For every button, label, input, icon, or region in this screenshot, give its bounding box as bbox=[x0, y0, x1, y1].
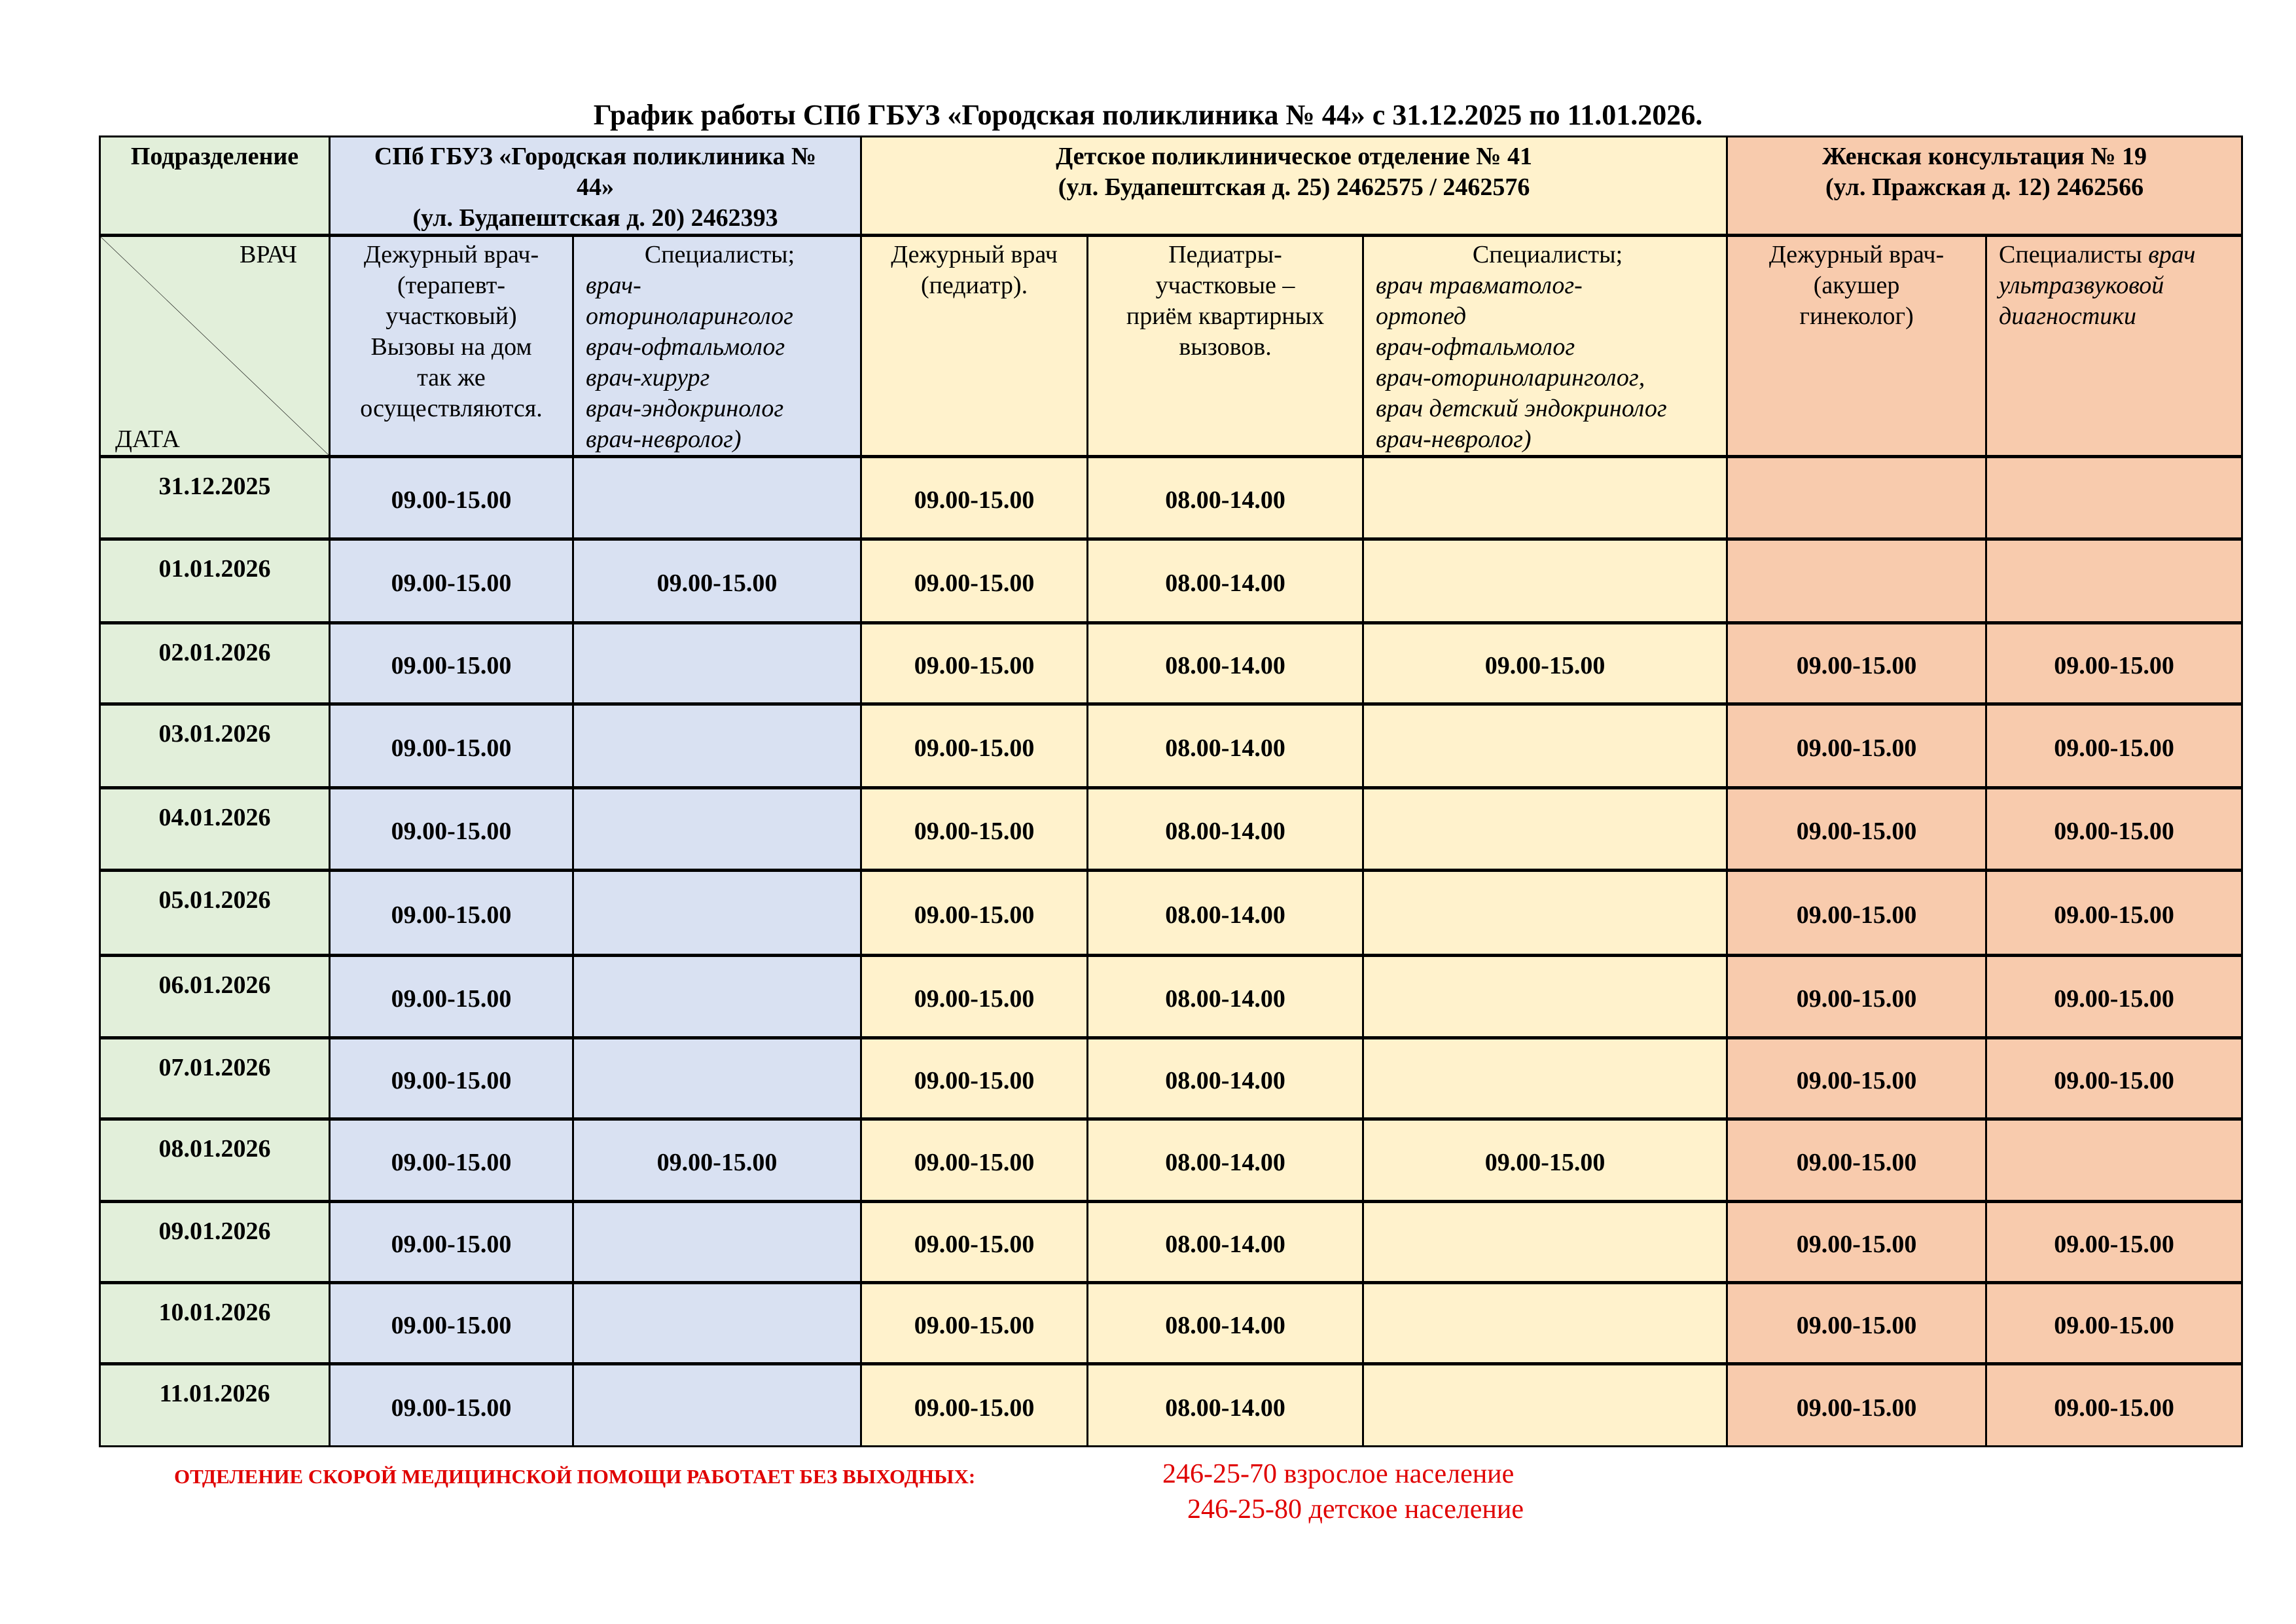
org-clinic-44 bbox=[330, 137, 861, 236]
schedule-cell-district-pediatricians: 08.00-14.00 bbox=[1088, 956, 1363, 1038]
schedule-cell-ultrasound bbox=[1986, 539, 2242, 623]
date-axis-label: ДАТА bbox=[115, 425, 180, 453]
schedule-cell-ultrasound: 09.00-15.00 bbox=[1986, 1364, 2242, 1447]
col-header-line: так же bbox=[417, 364, 486, 391]
col-header-line: вызовов. bbox=[1179, 333, 1272, 361]
doctor-header-row bbox=[100, 236, 2242, 457]
org-childrens-41 bbox=[861, 137, 1727, 236]
schedule-cell-duty-therapist: 09.00-15.00 bbox=[330, 457, 573, 539]
header-subdivision: Подразделение bbox=[100, 137, 330, 236]
org-childrens-41-address: (ул. Будапештская д. 25) 2462575 / 2462576 bbox=[1058, 173, 1530, 201]
schedule-cell-district-pediatricians: 08.00-14.00 bbox=[1088, 623, 1363, 704]
col-header-line: (акушер bbox=[1813, 272, 1900, 299]
schedule-cell-specialists-children: 09.00-15.00 bbox=[1363, 1119, 1727, 1202]
schedule-cell-ultrasound: 09.00-15.00 bbox=[1986, 1283, 2242, 1364]
col-header-line: врач-невролог) bbox=[586, 425, 742, 453]
schedule-cell-specialists-adult bbox=[573, 1364, 861, 1447]
schedule-cell-duty-pediatrician: 09.00-15.00 bbox=[861, 1202, 1088, 1283]
schedule-cell-duty-pediatrician: 09.00-15.00 bbox=[861, 1119, 1088, 1202]
schedule-cell-duty-gynecologist: 09.00-15.00 bbox=[1727, 1119, 1986, 1202]
col-header-line: Дежурный врач- bbox=[1768, 241, 1945, 268]
schedule-cell-duty-gynecologist: 09.00-15.00 bbox=[1727, 704, 1986, 788]
col-header-line: участковые – bbox=[1155, 272, 1295, 299]
date-cell: 09.01.2026 bbox=[100, 1202, 330, 1283]
schedule-cell-duty-therapist: 09.00-15.00 bbox=[330, 704, 573, 788]
schedule-cell-duty-pediatrician: 09.00-15.00 bbox=[861, 704, 1088, 788]
schedule-cell-district-pediatricians: 08.00-14.00 bbox=[1088, 1283, 1363, 1364]
schedule-cell-duty-gynecologist: 09.00-15.00 bbox=[1727, 788, 1986, 871]
schedule-cell-ultrasound: 09.00-15.00 bbox=[1986, 1038, 2242, 1119]
col-header-ultrasound bbox=[1986, 236, 2242, 457]
col-header-line: диагностики bbox=[1999, 302, 2137, 330]
schedule-cell-ultrasound bbox=[1986, 457, 2242, 539]
schedule-cell-duty-pediatrician: 09.00-15.00 bbox=[861, 1038, 1088, 1119]
org-childrens-41-line: Детское поликлиническое отделение № 41 bbox=[1056, 143, 1532, 170]
date-cell: 02.01.2026 bbox=[100, 623, 330, 704]
schedule-cell-specialists-adult bbox=[573, 1283, 861, 1364]
date-cell: 01.01.2026 bbox=[100, 539, 330, 623]
date-cell: 03.01.2026 bbox=[100, 704, 330, 788]
col-header-line: (терапевт- bbox=[397, 272, 505, 299]
schedule-cell-specialists-adult: 09.00-15.00 bbox=[573, 1119, 861, 1202]
schedule-cell-duty-pediatrician: 09.00-15.00 bbox=[861, 1283, 1088, 1364]
schedule-cell-district-pediatricians: 08.00-14.00 bbox=[1088, 871, 1363, 956]
schedule-cell-specialists-adult bbox=[573, 1202, 861, 1283]
table-row bbox=[100, 1283, 2242, 1364]
col-header-line: гинеколог) bbox=[1799, 302, 1914, 330]
schedule-cell-duty-gynecologist: 09.00-15.00 bbox=[1727, 1283, 1986, 1364]
org-clinic-44-line: 44» bbox=[577, 173, 614, 201]
schedule-cell-district-pediatricians: 08.00-14.00 bbox=[1088, 1202, 1363, 1283]
col-header-heading: Специалисты; bbox=[644, 241, 795, 268]
col-header-line: врач-эндокринолог bbox=[586, 395, 784, 422]
col-header-specialists-children bbox=[1363, 236, 1727, 457]
date-cell: 07.01.2026 bbox=[100, 1038, 330, 1119]
col-header-line: Дежурный врач bbox=[891, 241, 1058, 268]
schedule-cell-district-pediatricians: 08.00-14.00 bbox=[1088, 704, 1363, 788]
schedule-cell-specialists-children bbox=[1363, 788, 1727, 871]
date-cell: 04.01.2026 bbox=[100, 788, 330, 871]
schedule-table bbox=[99, 135, 2243, 1447]
date-cell: 06.01.2026 bbox=[100, 956, 330, 1038]
ambulance-note: ОТДЕЛЕНИЕ СКОРОЙ МЕДИЦИНСКОЙ ПОМОЩИ РАБОТАЕТ БЕЗ ВЫХОДНЫХ: bbox=[174, 1465, 976, 1488]
schedule-cell-specialists-children: 09.00-15.00 bbox=[1363, 623, 1727, 704]
schedule-cell-ultrasound: 09.00-15.00 bbox=[1986, 1202, 2242, 1283]
schedule-cell-duty-therapist: 09.00-15.00 bbox=[330, 539, 573, 623]
schedule-cell-duty-gynecologist bbox=[1727, 539, 1986, 623]
schedule-cell-duty-gynecologist: 09.00-15.00 bbox=[1727, 956, 1986, 1038]
schedule-cell-duty-pediatrician: 09.00-15.00 bbox=[861, 623, 1088, 704]
schedule-cell-ultrasound: 09.00-15.00 bbox=[1986, 704, 2242, 788]
schedule-cell-duty-therapist: 09.00-15.00 bbox=[330, 1283, 573, 1364]
schedule-cell-ultrasound: 09.00-15.00 bbox=[1986, 623, 2242, 704]
schedule-cell-duty-pediatrician: 09.00-15.00 bbox=[861, 539, 1088, 623]
schedule-cell-duty-pediatrician: 09.00-15.00 bbox=[861, 956, 1088, 1038]
col-header-line: приём квартирных bbox=[1126, 302, 1325, 330]
col-header-line: (педиатр). bbox=[920, 272, 1028, 299]
ambulance-phone-child: 246-25-80 детское население bbox=[1187, 1494, 1524, 1525]
schedule-cell-specialists-adult bbox=[573, 1038, 861, 1119]
schedule-cell-duty-therapist: 09.00-15.00 bbox=[330, 871, 573, 956]
col-header-line: участковый) bbox=[386, 302, 517, 330]
page-title: График работы СПб ГБУЗ «Городская поликлиника № 44» с 31.12.2025 по 11.01.2026. bbox=[593, 99, 1703, 131]
schedule-cell-district-pediatricians: 08.00-14.00 bbox=[1088, 1364, 1363, 1447]
schedule-cell-specialists-adult bbox=[573, 704, 861, 788]
schedule-cell-duty-therapist: 09.00-15.00 bbox=[330, 623, 573, 704]
date-cell: 11.01.2026 bbox=[100, 1364, 330, 1447]
col-header-line: врач-офтальмолог bbox=[1376, 333, 1575, 361]
date-cell: 31.12.2025 bbox=[100, 457, 330, 539]
date-cell: 05.01.2026 bbox=[100, 871, 330, 956]
schedule-cell-duty-therapist: 09.00-15.00 bbox=[330, 956, 573, 1038]
col-header-line: врач травматолог- bbox=[1376, 272, 1583, 299]
col-header-heading: Специалисты; bbox=[1472, 241, 1623, 268]
schedule-cell-duty-gynecologist: 09.00-15.00 bbox=[1727, 1038, 1986, 1119]
schedule-cell-ultrasound bbox=[1986, 1119, 2242, 1202]
table-row bbox=[100, 871, 2242, 956]
schedule-cell-ultrasound: 09.00-15.00 bbox=[1986, 788, 2242, 871]
schedule-cell-specialists-adult bbox=[573, 871, 861, 956]
org-header-row bbox=[100, 137, 2242, 236]
col-header-line: врач-невролог) bbox=[1376, 425, 1532, 453]
schedule-cell-district-pediatricians: 08.00-14.00 bbox=[1088, 539, 1363, 623]
col-header-line: врач- bbox=[586, 272, 641, 299]
schedule-cell-specialists-adult bbox=[573, 623, 861, 704]
col-header-line: ультразвуковой bbox=[1999, 272, 2164, 299]
col-header-line: Дежурный врач- bbox=[363, 241, 539, 268]
col-header-district-pediatricians bbox=[1088, 236, 1363, 457]
col-header-line: осуществляются. bbox=[360, 395, 543, 422]
schedule-cell-duty-pediatrician: 09.00-15.00 bbox=[861, 1364, 1088, 1447]
table-row bbox=[100, 1202, 2242, 1283]
table-row bbox=[100, 1119, 2242, 1202]
schedule-cell-specialists-children bbox=[1363, 956, 1727, 1038]
col-header-duty-pediatrician bbox=[861, 236, 1088, 457]
org-womens-19 bbox=[1727, 137, 2242, 236]
schedule-cell-duty-pediatrician: 09.00-15.00 bbox=[861, 457, 1088, 539]
schedule-cell-duty-therapist: 09.00-15.00 bbox=[330, 1119, 573, 1202]
col-header-line: врач-оториноларинголог, bbox=[1376, 364, 1645, 391]
schedule-cell-duty-pediatrician: 09.00-15.00 bbox=[861, 788, 1088, 871]
schedule-cell-duty-therapist: 09.00-15.00 bbox=[330, 1038, 573, 1119]
schedule-cell-duty-gynecologist: 09.00-15.00 bbox=[1727, 1202, 1986, 1283]
col-header-line: оториноларинголог bbox=[586, 302, 793, 330]
table-row bbox=[100, 623, 2242, 704]
table-row bbox=[100, 1364, 2242, 1447]
schedule-cell-specialists-adult bbox=[573, 457, 861, 539]
table-row bbox=[100, 457, 2242, 539]
schedule-cell-specialists-children bbox=[1363, 1364, 1727, 1447]
org-clinic-44-address: (ул. Будапештская д. 20) 2462393 bbox=[412, 204, 778, 232]
schedule-cell-district-pediatricians: 08.00-14.00 bbox=[1088, 457, 1363, 539]
col-header-duty-therapist bbox=[330, 236, 573, 457]
schedule-cell-duty-therapist: 09.00-15.00 bbox=[330, 788, 573, 871]
doctor-axis-label: ВРАЧ bbox=[240, 241, 297, 268]
schedule-cell-duty-therapist: 09.00-15.00 bbox=[330, 1202, 573, 1283]
col-header-heading-tail: врач bbox=[2148, 241, 2196, 268]
org-clinic-44-line: СПб ГБУЗ «Городская поликлиника № bbox=[374, 143, 817, 170]
schedule-cell-duty-gynecologist: 09.00-15.00 bbox=[1727, 871, 1986, 956]
col-header-heading: Специалисты bbox=[1999, 241, 2142, 268]
col-header-line: врач-офтальмолог bbox=[586, 333, 785, 361]
schedule-cell-specialists-children bbox=[1363, 1038, 1727, 1119]
table-row bbox=[100, 1038, 2242, 1119]
schedule-cell-specialists-children bbox=[1363, 1283, 1727, 1364]
schedule-cell-ultrasound: 09.00-15.00 bbox=[1986, 871, 2242, 956]
schedule-cell-duty-gynecologist: 09.00-15.00 bbox=[1727, 623, 1986, 704]
col-header-line: врач детский эндокринолог bbox=[1376, 395, 1667, 422]
date-cell: 08.01.2026 bbox=[100, 1119, 330, 1202]
table-row bbox=[100, 956, 2242, 1038]
schedule-cell-district-pediatricians: 08.00-14.00 bbox=[1088, 1119, 1363, 1202]
doctor-date-corner bbox=[100, 236, 330, 457]
col-header-line: Вызовы на дом bbox=[370, 333, 532, 361]
schedule-cell-duty-therapist: 09.00-15.00 bbox=[330, 1364, 573, 1447]
date-cell: 10.01.2026 bbox=[100, 1283, 330, 1364]
schedule-cell-specialists-adult bbox=[573, 956, 861, 1038]
table-row bbox=[100, 539, 2242, 623]
org-womens-19-address: (ул. Пражская д. 12) 2462566 bbox=[1825, 173, 2144, 201]
schedule-cell-specialists-adult: 09.00-15.00 bbox=[573, 539, 861, 623]
table-row bbox=[100, 704, 2242, 788]
schedule-cell-district-pediatricians: 08.00-14.00 bbox=[1088, 788, 1363, 871]
col-header-duty-gynecologist bbox=[1727, 236, 1986, 457]
schedule-cell-duty-gynecologist: 09.00-15.00 bbox=[1727, 1364, 1986, 1447]
ambulance-phone-adult: 246-25-70 взрослое население bbox=[1162, 1459, 1515, 1489]
schedule-cell-specialists-adult bbox=[573, 788, 861, 871]
schedule-cell-specialists-children bbox=[1363, 457, 1727, 539]
schedule-cell-duty-gynecologist bbox=[1727, 457, 1986, 539]
org-womens-19-line: Женская консультация № 19 bbox=[1822, 143, 2147, 170]
schedule-cell-specialists-children bbox=[1363, 871, 1727, 956]
schedule-cell-duty-pediatrician: 09.00-15.00 bbox=[861, 871, 1088, 956]
schedule-cell-ultrasound: 09.00-15.00 bbox=[1986, 956, 2242, 1038]
col-header-line: врач-хирург bbox=[586, 364, 710, 391]
schedule-cell-specialists-children bbox=[1363, 704, 1727, 788]
col-header-specialists-adult bbox=[573, 236, 861, 457]
table-row bbox=[100, 788, 2242, 871]
schedule-cell-district-pediatricians: 08.00-14.00 bbox=[1088, 1038, 1363, 1119]
col-header-line: ортопед bbox=[1376, 302, 1467, 330]
schedule-cell-specialists-children bbox=[1363, 1202, 1727, 1283]
col-header-line: Педиатры- bbox=[1168, 241, 1282, 268]
schedule-cell-specialists-children bbox=[1363, 539, 1727, 623]
